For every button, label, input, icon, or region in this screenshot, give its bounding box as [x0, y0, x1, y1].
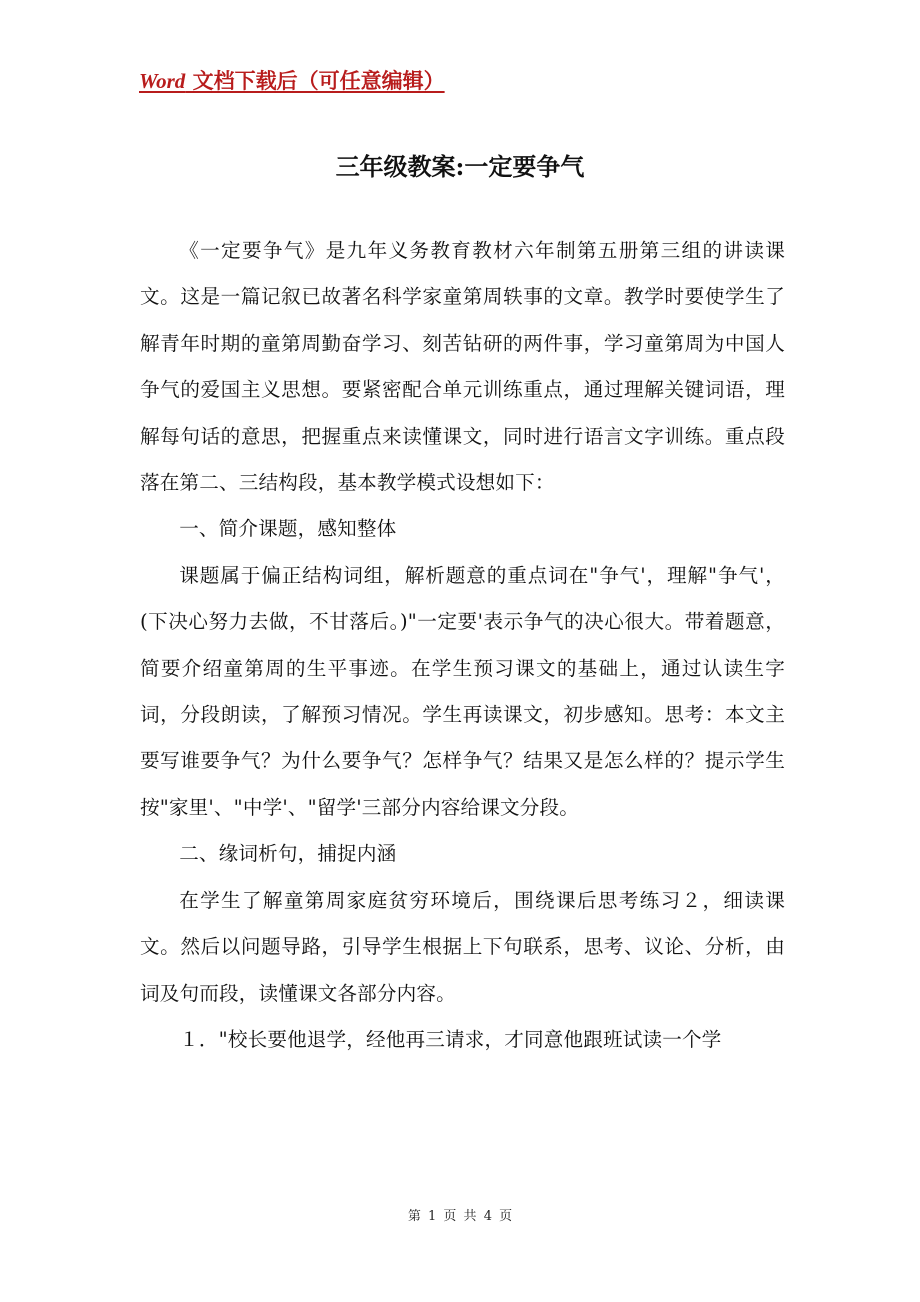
header-link[interactable] — [139, 66, 455, 96]
paragraph-intro: 《一定要争气》是九年义务教育教材六年制第五册第三组的讲读课文。这是一篇记叙已故著名科学家童第周轶事的文章。教学时要使学生了解青年时期的童第周勤奋学习、刻苦钻研的两件事，学习童第周为中国人争气的爱国主义思想。要紧密配合单元训练重点，通过理解关键词语，理解每句话的意思，把握重点来读懂课文，同时进行语言文字训练。重点段落在第二、三结构段，基本教学模式设想如下： — [140, 239, 785, 495]
section-heading-2: 二、缘词析句，捕捉内涵 — [179, 842, 397, 866]
document-body — [140, 228, 785, 1063]
document-title: 三年级教案:一定要争气 — [335, 152, 585, 181]
paragraph-item-1: １．"校长要他退学，经他再三请求，才同意他跟班试读一个学 — [179, 1027, 722, 1051]
paragraph-section-1: 课题属于偏正结构词组，解析题意的重点词在"争气'，理解"争气'，(下决心努力去做，不甘落后。)"一定要'表示争气的决心很大。带着题意，简要介绍童第周的生平事迹。在学生预习课文的基础上，通过认读生字词，分段朗读，了解预习情况。学生再读课文，初步感知。思考：本文主要写谁要争气？为什么要争气？怎样争气？结果又是怎么样的？提示学生按"家里'、"中学'、"留学'三部分内容给课文分段。 — [140, 563, 785, 819]
header-text: 文档下载后（可任意编辑） — [185, 69, 445, 93]
header-word: Word — [139, 69, 186, 93]
section-heading-1: 一、简介课题，感知整体 — [179, 517, 397, 541]
paragraph-section-2: 在学生了解童第周家庭贫穷环境后，围绕课后思考练习２，细读课文。然后以问题导路，引导学生根据上下句联系，思考、议论、分析，由词及句而段，读懂课文各部分内容。 — [140, 888, 785, 1005]
page-footer: 第 1 页 共 4 页 — [407, 1209, 513, 1224]
